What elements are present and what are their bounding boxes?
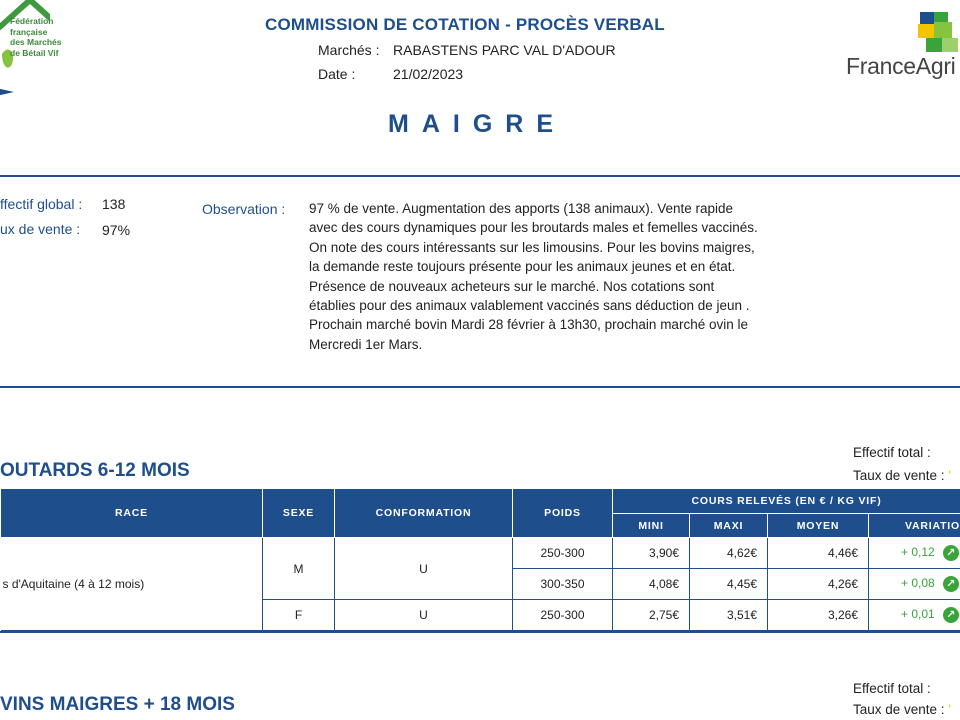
col-header-sexe: SEXE <box>263 489 335 538</box>
conformation-cell: U <box>335 538 513 600</box>
sexe-cell: F <box>263 600 335 631</box>
section1-taux-text: Taux de vente : <box>853 468 945 483</box>
section1-title: OUTARDS 6-12 MOIS <box>0 460 190 481</box>
trend-up-icon: ↗ <box>943 607 959 623</box>
moyen-cell: 3,26€ <box>768 600 869 631</box>
trend-up-icon: ↗ <box>943 576 959 592</box>
mini-cell: 2,75€ <box>613 600 690 631</box>
broutards-table <box>0 488 960 631</box>
variation-value: + 0,01 <box>901 607 935 622</box>
effectif-global-label: ffectif global : <box>0 196 83 212</box>
effectif-global-value: 138 <box>102 196 126 212</box>
document-title: COMMISSION DE COTATION - PROCÈS VERBAL <box>265 15 665 34</box>
maxi-cell: 4,45€ <box>690 569 768 600</box>
col-header-poids: POIDS <box>513 489 613 538</box>
summary-bottom-border <box>0 386 960 388</box>
mini-cell: 4,08€ <box>613 569 690 600</box>
page-title: MAIGRE <box>388 110 566 138</box>
poids-cell: 250-300 <box>513 538 613 569</box>
market-label: Marchés : <box>318 42 380 58</box>
moyen-cell: 4,26€ <box>768 569 869 600</box>
section1-taux-label <box>853 468 951 483</box>
col-header-cours: COURS RELEVÉS (EN € / KG VIF) <box>613 489 960 514</box>
col-header-conformation: CONFORMATION <box>335 489 513 538</box>
col-header-maxi: MAXI <box>690 514 768 538</box>
date-value: 21/02/2023 <box>393 66 464 82</box>
section2-taux-text: Taux de vente : <box>853 702 945 717</box>
variation-value: + 0,08 <box>901 576 935 591</box>
poids-cell: 250-300 <box>513 600 613 631</box>
race-cell: s d'Aquitaine (4 à 12 mois) <box>1 538 263 631</box>
section2-effectif-label: Effectif total : <box>853 681 931 696</box>
table-row <box>1 538 960 569</box>
col-header-race: RACE <box>1 489 263 538</box>
moyen-cell: 4,46€ <box>768 538 869 569</box>
ffmbv-logo <box>0 0 86 100</box>
logo-line-4: de Bétail Vif <box>10 47 59 58</box>
col-header-moyen: MOYEN <box>768 514 869 538</box>
variation-cell <box>869 569 960 600</box>
maxi-cell: 3,51€ <box>690 600 768 631</box>
maxi-cell: 4,62€ <box>690 538 768 569</box>
section1-effectif-label: Effectif total : <box>853 445 931 460</box>
market-value: RABASTENS PARC VAL D'ADOUR <box>393 42 616 58</box>
col-header-mini: MINI <box>613 514 690 538</box>
summary-top-border <box>0 175 960 177</box>
taux-vente-label: ux de vente : <box>0 221 81 237</box>
logo-line-3: des Marchés <box>10 37 62 47</box>
franceagrimer-logo-text: FranceAgri <box>846 53 956 79</box>
logo-line-1: Fédération <box>10 16 54 26</box>
logo-line-2: française <box>10 26 48 37</box>
mini-cell: 3,90€ <box>613 538 690 569</box>
table-bottom-border <box>0 631 960 633</box>
variation-cell <box>869 600 960 631</box>
trend-up-icon: ↗ <box>943 545 959 561</box>
conformation-cell: U <box>335 600 513 631</box>
date-label: Date : <box>318 66 356 82</box>
section1-taux-value: ' <box>948 468 951 483</box>
franceagrimer-logo-icon <box>900 10 960 54</box>
ffmbv-logo-text <box>10 16 62 58</box>
section2-taux-label <box>853 702 951 717</box>
section2-title: VINS MAIGRES + 18 MOIS <box>0 694 235 715</box>
variation-cell <box>869 538 960 569</box>
variation-value: + 0,12 <box>901 545 935 560</box>
taux-vente-value: 97% <box>102 222 131 238</box>
poids-cell: 300-350 <box>513 569 613 600</box>
col-header-variation: VARIATIO <box>869 514 960 538</box>
observation-label: Observation : <box>202 201 286 217</box>
section2-taux-value: ' <box>948 702 951 717</box>
sexe-cell: M <box>263 538 335 600</box>
observation-text: 97 % de vente. Augmentation des apports (138 animaux). Vente rapide avec des cours dynamiques pour les broutards males et femelles vaccinés. On note des cours intéressants sur les limousins. Pour les bovins maigres, la demande reste toujours présente pour les animaux jeunes et en état. Présence de nouveaux acheteurs sur le marché. Nos cotations sont établies pour des animaux valablement vaccinés sans déduction de jeun . Prochain marché bovin Mardi 28 février à 13h30, prochain marché ovin le Mercredi 1er Mars. <box>309 201 758 352</box>
